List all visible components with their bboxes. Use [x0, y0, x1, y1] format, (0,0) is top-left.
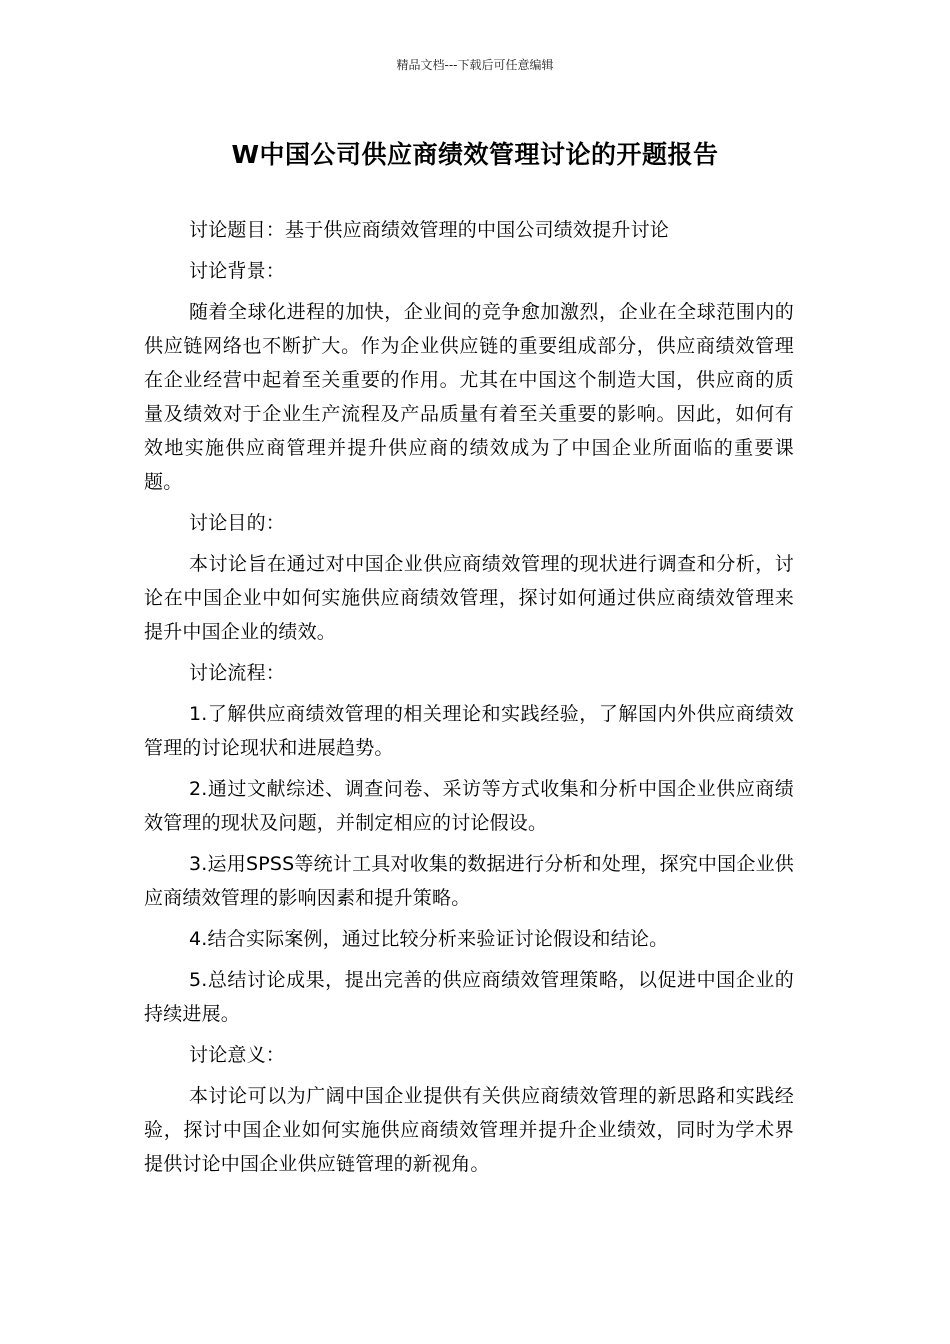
topic-line: 讨论题目：基于供应商绩效管理的中国公司绩效提升讨论 [189, 219, 670, 241]
background-heading: 讨论背景： [189, 260, 286, 282]
process-heading: 讨论流程： [189, 662, 286, 684]
process-step: 5.总结讨论成果，提出完善的供应商绩效管理策略，以促进中国企业的持续进展。 [144, 969, 794, 1025]
document-title: W中国公司供应商绩效管理讨论的开题报告 [231, 140, 719, 169]
document-body [144, 213, 794, 1188]
background-paragraph: 随着全球化进程的加快，企业间的竞争愈加激烈，企业在全球范围内的供应链网络也不断扩大。作为企业供应链的重要组成部分，供应商绩效管理在企业经营中起着至关重要的作用。尤其在中国这个制造大国，供应商的质量及绩效对于企业生产流程及产品质量有着至关重要的影响。因此，如何有效地实施供应商管理并提升供应商的绩效成为了中国企业所面临的重要课题。 [144, 301, 794, 493]
purpose-paragraph: 本讨论旨在通过对中国企业供应商绩效管理的现状进行调查和分析，讨论在中国企业中如何实施供应商绩效管理，探讨如何通过供应商绩效管理来提升中国企业的绩效。 [144, 553, 794, 643]
significance-paragraph: 本讨论可以为广阔中国企业提供有关供应商绩效管理的新思路和实践经验，探讨中国企业如何实施供应商绩效管理并提升企业绩效，同时为学术界提供讨论中国企业供应链管理的新视角。 [144, 1085, 794, 1175]
significance-heading: 讨论意义： [189, 1044, 286, 1066]
process-step: 1.了解供应商绩效管理的相关理论和实践经验，了解国内外供应商绩效管理的讨论现状和进展趋势。 [144, 703, 794, 759]
process-step: 4.结合实际案例，通过比较分析来验证讨论假设和结论。 [189, 928, 669, 950]
process-step: 2.通过文献综述、调查问卷、采访等方式收集和分析中国企业供应商绩效管理的现状及问题，并制定相应的讨论假设。 [144, 778, 794, 834]
process-step: 3.运用SPSS等统计工具对收集的数据进行分析和处理，探究中国企业供应商绩效管理的影响因素和提升策略。 [144, 853, 794, 909]
header-note: 精品文档---下载后可任意编辑 [396, 58, 554, 72]
purpose-heading: 讨论目的： [189, 512, 286, 534]
